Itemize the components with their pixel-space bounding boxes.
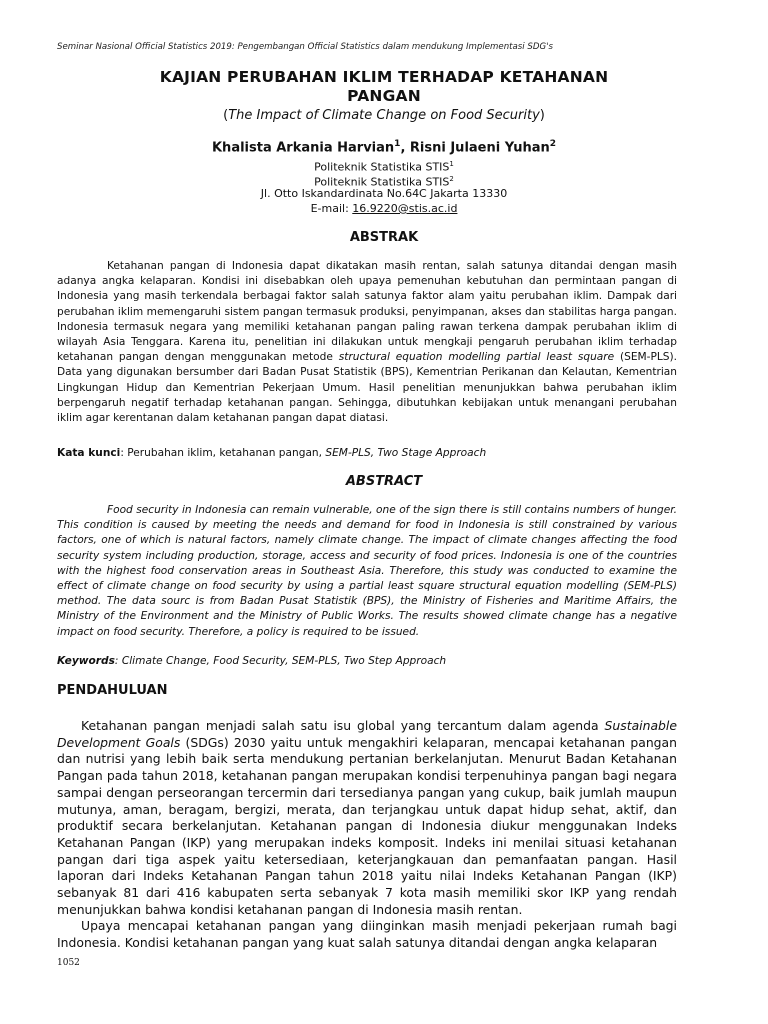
affiliation-2-sup: 2	[449, 175, 454, 183]
abstract-paragraph: Food security in Indonesia can remain vulnerable, one of the sign there is still contains numbers of hunger. This condition is caused by meeting the needs and demand for food in Indonesia is still constrained by various factors, one of which is natural factors, namely climate change. The impact of climate changes affecting the food security system including production, storage, access and security of food prices. Indonesia is one of the countries with the highest food conservation areas in Southeast Asia. Therefore, this study was conducted to examine the effect of climate change on food security by using a partial least square structural equation modelling (SEM-PLS) method. The data sourc is from Badan Pusat Statistik (BPS), the Ministry of Fisheries and Maritime Affairs, the Ministry of the Environment and the Ministry of Public Works. The results showed climate change has a negative impact on food security. Therefore, a policy is required to be issued.	[57, 504, 677, 638]
kata-kunci-italic: SEM-PLS, Two Stage Approach	[325, 447, 487, 459]
affiliation-2-text: Politeknik Statistika STIS	[314, 175, 450, 189]
keywords-text: : Climate Change, Food Security, SEM-PLS, Two Step Approach	[114, 655, 447, 667]
title-line-1: KAJIAN PERUBAHAN IKLIM TERHADAP KETAHANAN	[159, 68, 609, 86]
author-list	[60, 139, 708, 155]
abstrak-body	[57, 259, 677, 426]
pendahuluan-body	[57, 718, 677, 952]
page-number: 1052	[57, 958, 80, 968]
email-label: E-mail:	[310, 202, 353, 215]
title-line-2: PANGAN	[347, 87, 421, 105]
abstrak-text-a: Ketahanan pangan di Indonesia dapat dikatakan masih rentan, salah satunya ditandai dengan masih adanya angka kelaparan. Kondisi ini disebabkan oleh upaya pemenuhan kebutuhan dan permintaan pangan di Indonesia yang masih terkendala berbagai faktor salah satunya faktor alam yaitu perubahan iklim. Dampak dari perubahan iklim memengaruhi sistem pangan termasuk produksi, penyimpanan, akses dan stabilitas harga pangan. Indonesia termasuk negara yang memiliki ketahanan pangan paling rawan terkena dampak perubahan iklim di wilayah Asia Tenggara. Karena itu, penelitian ini dilakukan untuk mengkaji pengaruh perubahan iklim terhadap ketahanan pangan dengan menggunakan metode	[57, 260, 677, 364]
p1-text-a: Ketahanan pangan menjadi salah satu isu global yang tercantum dalam agenda	[81, 718, 605, 733]
pendahuluan-paragraph-1	[57, 718, 677, 918]
pendahuluan-paragraph-2: Upaya mencapai ketahanan pangan yang diinginkan masih menjadi pekerjaan rumah bagi Indonesia. Kondisi ketahanan pangan yang kuat salah satunya ditandai dengan angka kelaparan	[57, 918, 677, 951]
affiliation-1-text: Politeknik Statistika STIS	[314, 160, 450, 174]
p1-text-b: (SDGs) 2030 yaitu untuk mengakhiri kelaparan, mencapai ketahanan pangan dan nutrisi yang lebih baik serta mendukung pertanian berkelanjutan. Menurut Badan Ketahanan Pangan pada tahun 2018, ketahanan pangan merupakan kondisi terpenuhinya pangan bagi negara sampai dengan perseorangan tercermin dari tersedianya pangan yang cukup, baik jumlah maupun mutunya, aman, beragam, bergizi, merata, dan terjangkau untuk dapat hidup sehat, aktif, dan produktif secara berkelanjutan. Ketahanan pangan di Indonesia diukur menggunakan Indeks Ketahanan Pangan (IKP) yang merupakan indeks komposit. Indeks ini menilai situasi ketahanan pangan dari tiga aspek yaitu ketersediaan, keterjangkauan dan pemanfaatan pangan. Hasil laporan dari Indeks Ketahanan Pangan tahun 2018 yaitu nilai Indeks Ketahanan Pangan (IKP) sebanyak 81 dari 416 kabupaten serta sebanyak 7 kota masih memiliki skor IKP yang rendah menunjukkan bahwa kondisi ketahanan pangan di Indonesia masih rentan.	[57, 734, 677, 917]
abstrak-heading: ABSTRAK	[349, 230, 419, 245]
abstract-heading: ABSTRACT	[345, 474, 423, 489]
keywords	[57, 655, 697, 667]
pendahuluan-heading: PENDAHULUAN	[57, 683, 168, 698]
author-separator: ,	[400, 140, 410, 156]
abstrak-paragraph	[57, 259, 677, 426]
subtitle-text: The Impact of Climate Change on Food Security	[228, 108, 540, 123]
address: Jl. Otto Iskandardinata No.64C Jakarta 13330	[260, 187, 508, 200]
paper-title	[60, 68, 708, 106]
abstrak-text-italic: structural equation modelling partial least square	[338, 351, 615, 364]
running-header: Seminar Nasional Official Statistics 2019: Pengembangan Official Statistics dalam mendukung Implementasi SDG's	[57, 42, 553, 52]
kata-kunci-label: Kata kunci	[57, 447, 121, 459]
email-line	[60, 202, 708, 216]
kata-kunci	[57, 447, 697, 459]
p1-text-italic: Sustainable Development Goals	[57, 718, 677, 750]
keywords-label: Keywords	[57, 655, 115, 667]
kata-kunci-plain: : Perubahan iklim, ketahanan pangan,	[120, 447, 326, 459]
author-2: Risni Julaeni Yuhan	[409, 140, 550, 156]
author-1-sup: 1	[394, 139, 401, 149]
abstrak-text-b: (SEM-PLS). Data yang digunakan bersumber dari Badan Pusat Statistik (BPS), Kementrian Perikanan dan Kelautan, Kementrian Lingkungan Hidup dan Kementrian Pekerjaan Umum. Hasil penelitian menunjukkan bahwa perubahan iklim berpengaruh negatif terhadap ketahanan pangan. Sehingga, dibutuhkan kebijakan untuk menangani perubahan iklim agar kerentanan dalam ketahanan pangan dapat diatasi.	[57, 351, 678, 425]
abstract-body	[57, 503, 677, 640]
author-1: Khalista Arkania Harvian	[211, 140, 395, 156]
email-link[interactable]: 16.9220@stis.ac.id	[352, 202, 458, 215]
paper-subtitle: (The Impact of Climate Change on Food Security)	[223, 108, 545, 123]
affiliation-1-sup: 1	[449, 160, 454, 168]
author-2-sup: 2	[549, 139, 556, 149]
